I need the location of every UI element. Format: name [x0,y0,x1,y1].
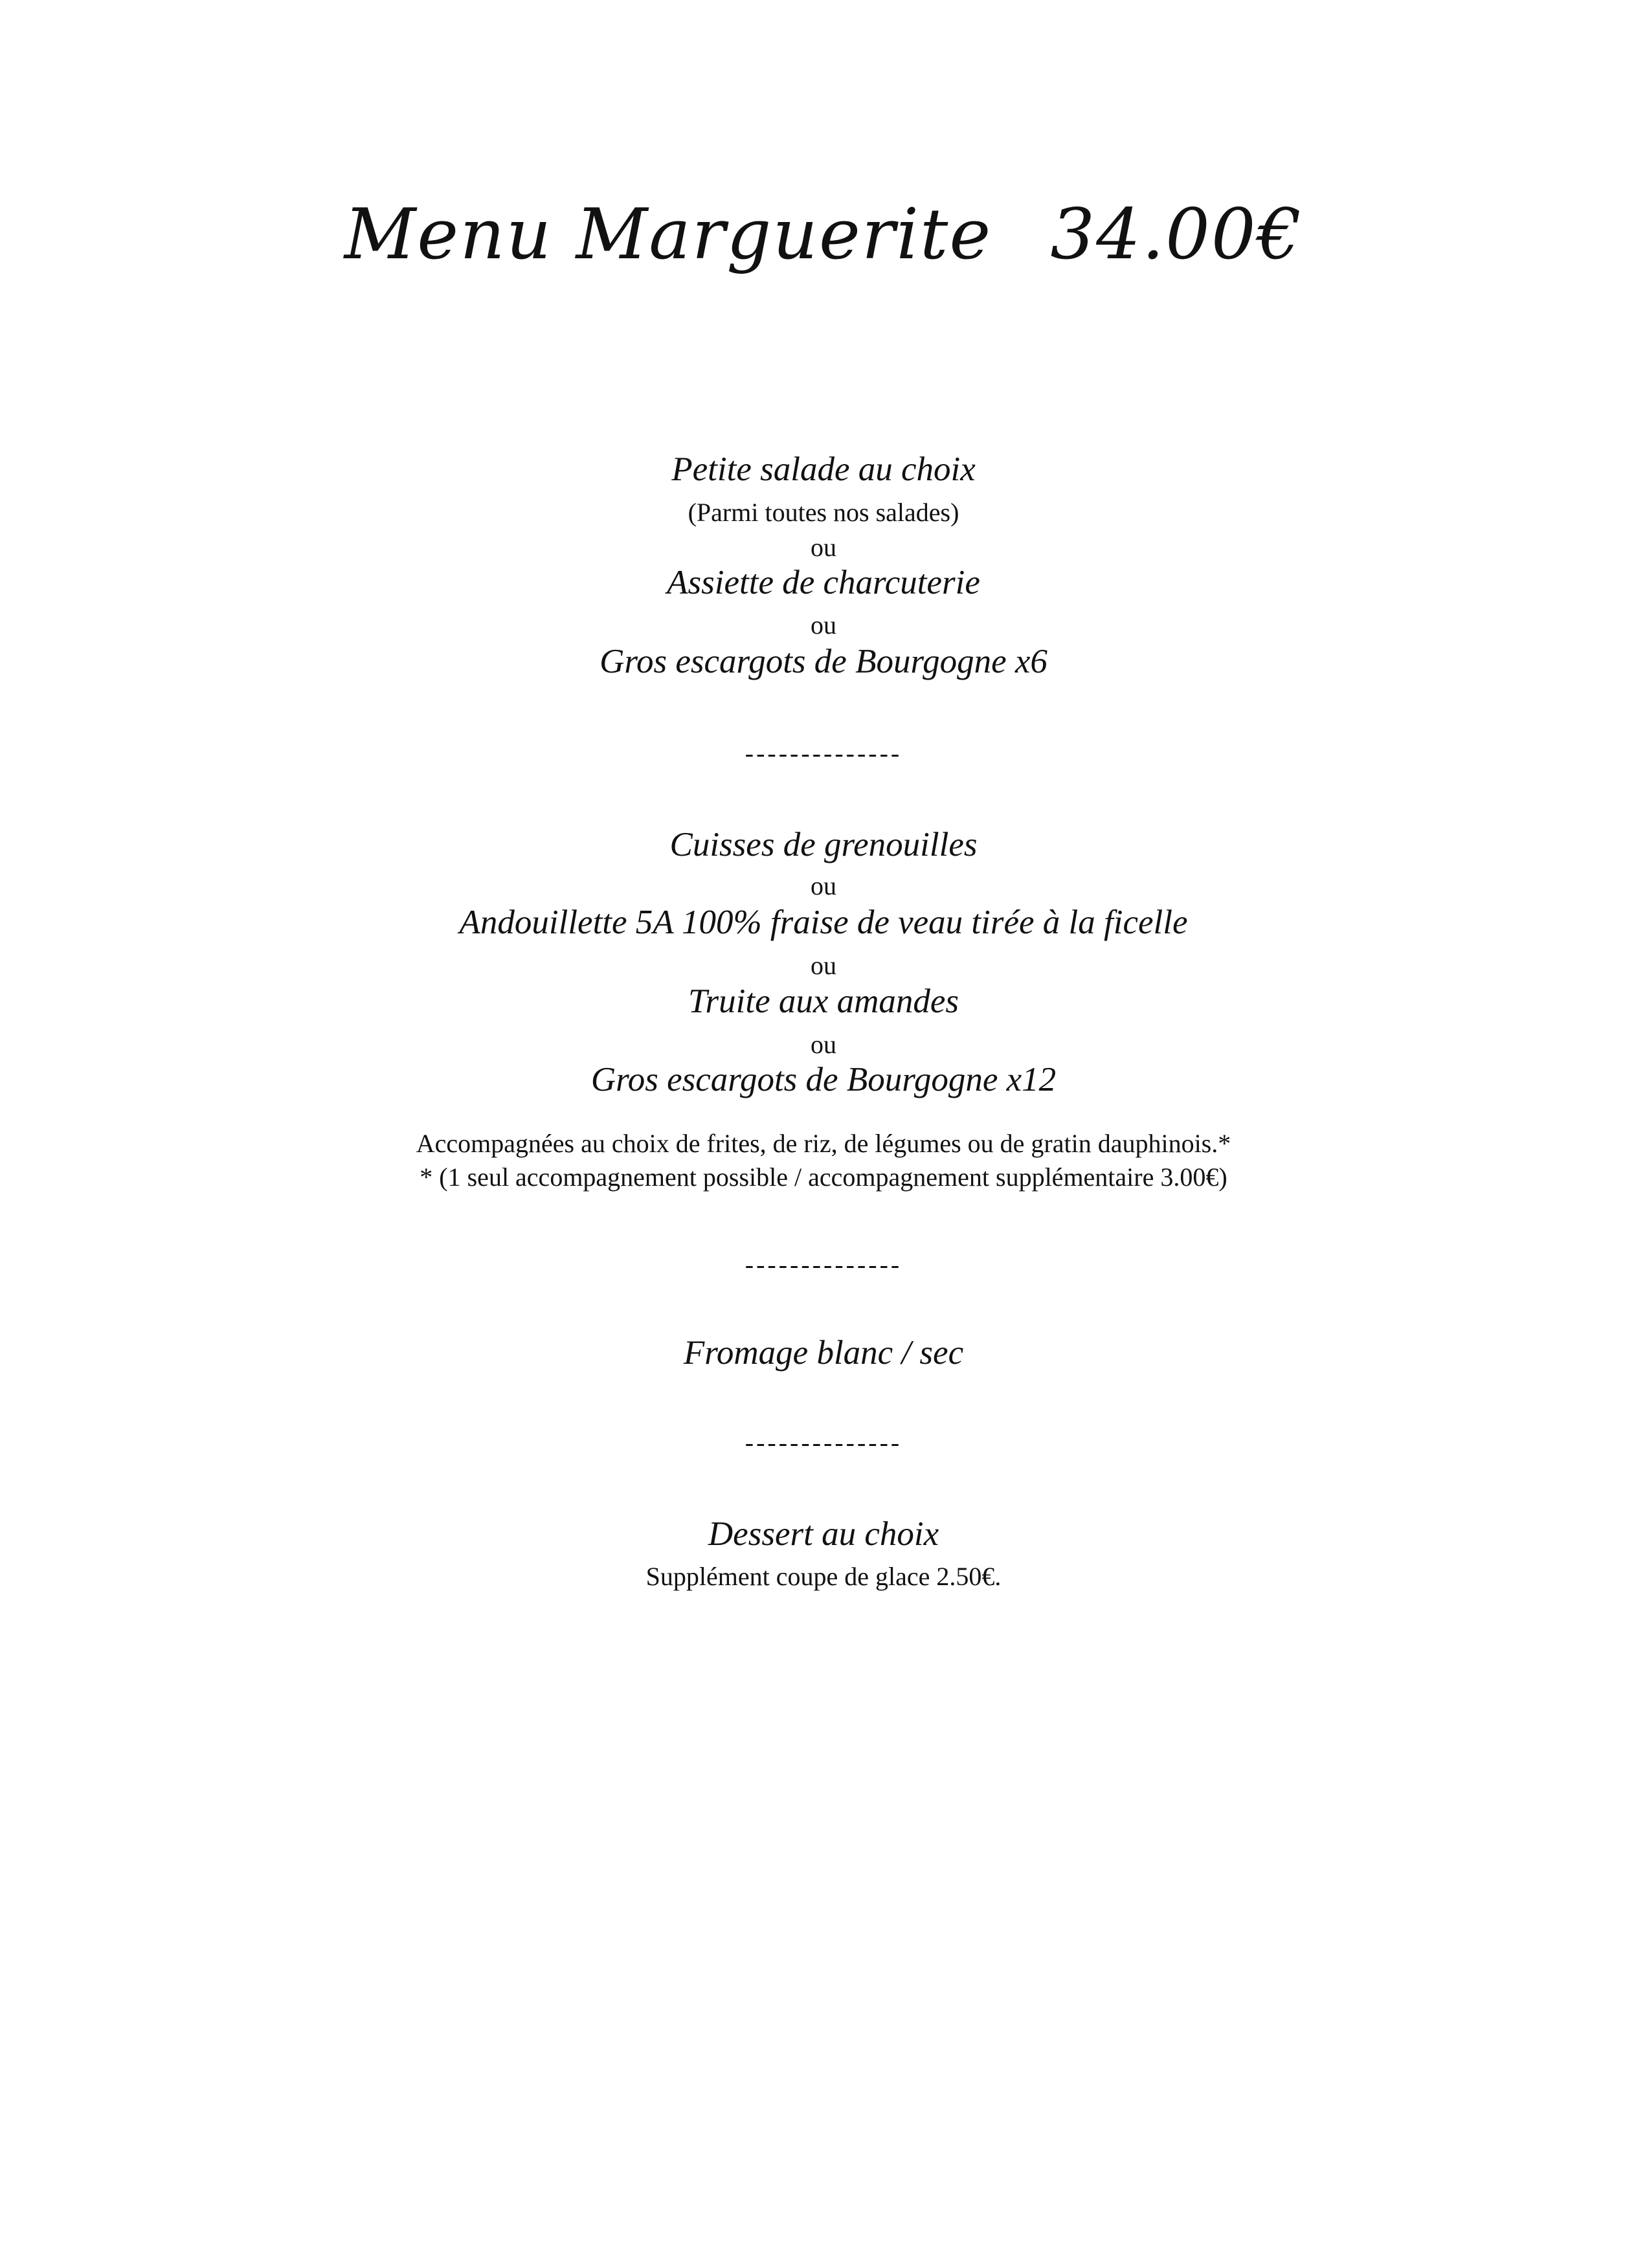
menu-name: Menu Marguerite [344,194,992,275]
entree-or-2: ou [811,610,836,639]
dessert-note: Supplément coupe de glace 2.50€. [645,1562,1002,1591]
plat-or-2: ou [811,951,836,980]
separator-1: -------------- [745,739,902,768]
entree-or-1: ou [811,533,836,562]
plat-andouillette: Andouillette 5A 100% fraise de veau tirée à la ficelle [459,904,1188,941]
accompagnement-footnote: * (1 seul accompagnement possible / accompagnement supplémentaire 3.00€) [420,1162,1227,1192]
entree-salade: Petite salade au choix [671,450,976,488]
plat-grenouilles: Cuisses de grenouilles [669,826,978,863]
accompagnement-note: Accompagnées au choix de frites, de riz, de légumes ou de gratin dauphinois.* [416,1129,1231,1158]
plat-truite: Truite aux amandes [688,983,959,1020]
menu-title [0,194,1647,275]
plat-or-3: ou [811,1030,836,1059]
entree-salade-note: (Parmi toutes nos salades) [688,498,959,527]
entree-escargots-x6: Gros escargots de Bourgogne x6 [599,643,1048,680]
dessert-item: Dessert au choix [708,1515,939,1553]
entree-charcuterie: Assiette de charcuterie [667,564,980,601]
fromage-item: Fromage blanc / sec [683,1334,964,1372]
separator-3: -------------- [745,1428,902,1457]
separator-2: -------------- [745,1250,902,1279]
plat-escargots-x12: Gros escargots de Bourgogne x12 [590,1061,1057,1098]
menu-price: 34.00€ [1050,194,1303,275]
plat-or-1: ou [811,871,836,900]
